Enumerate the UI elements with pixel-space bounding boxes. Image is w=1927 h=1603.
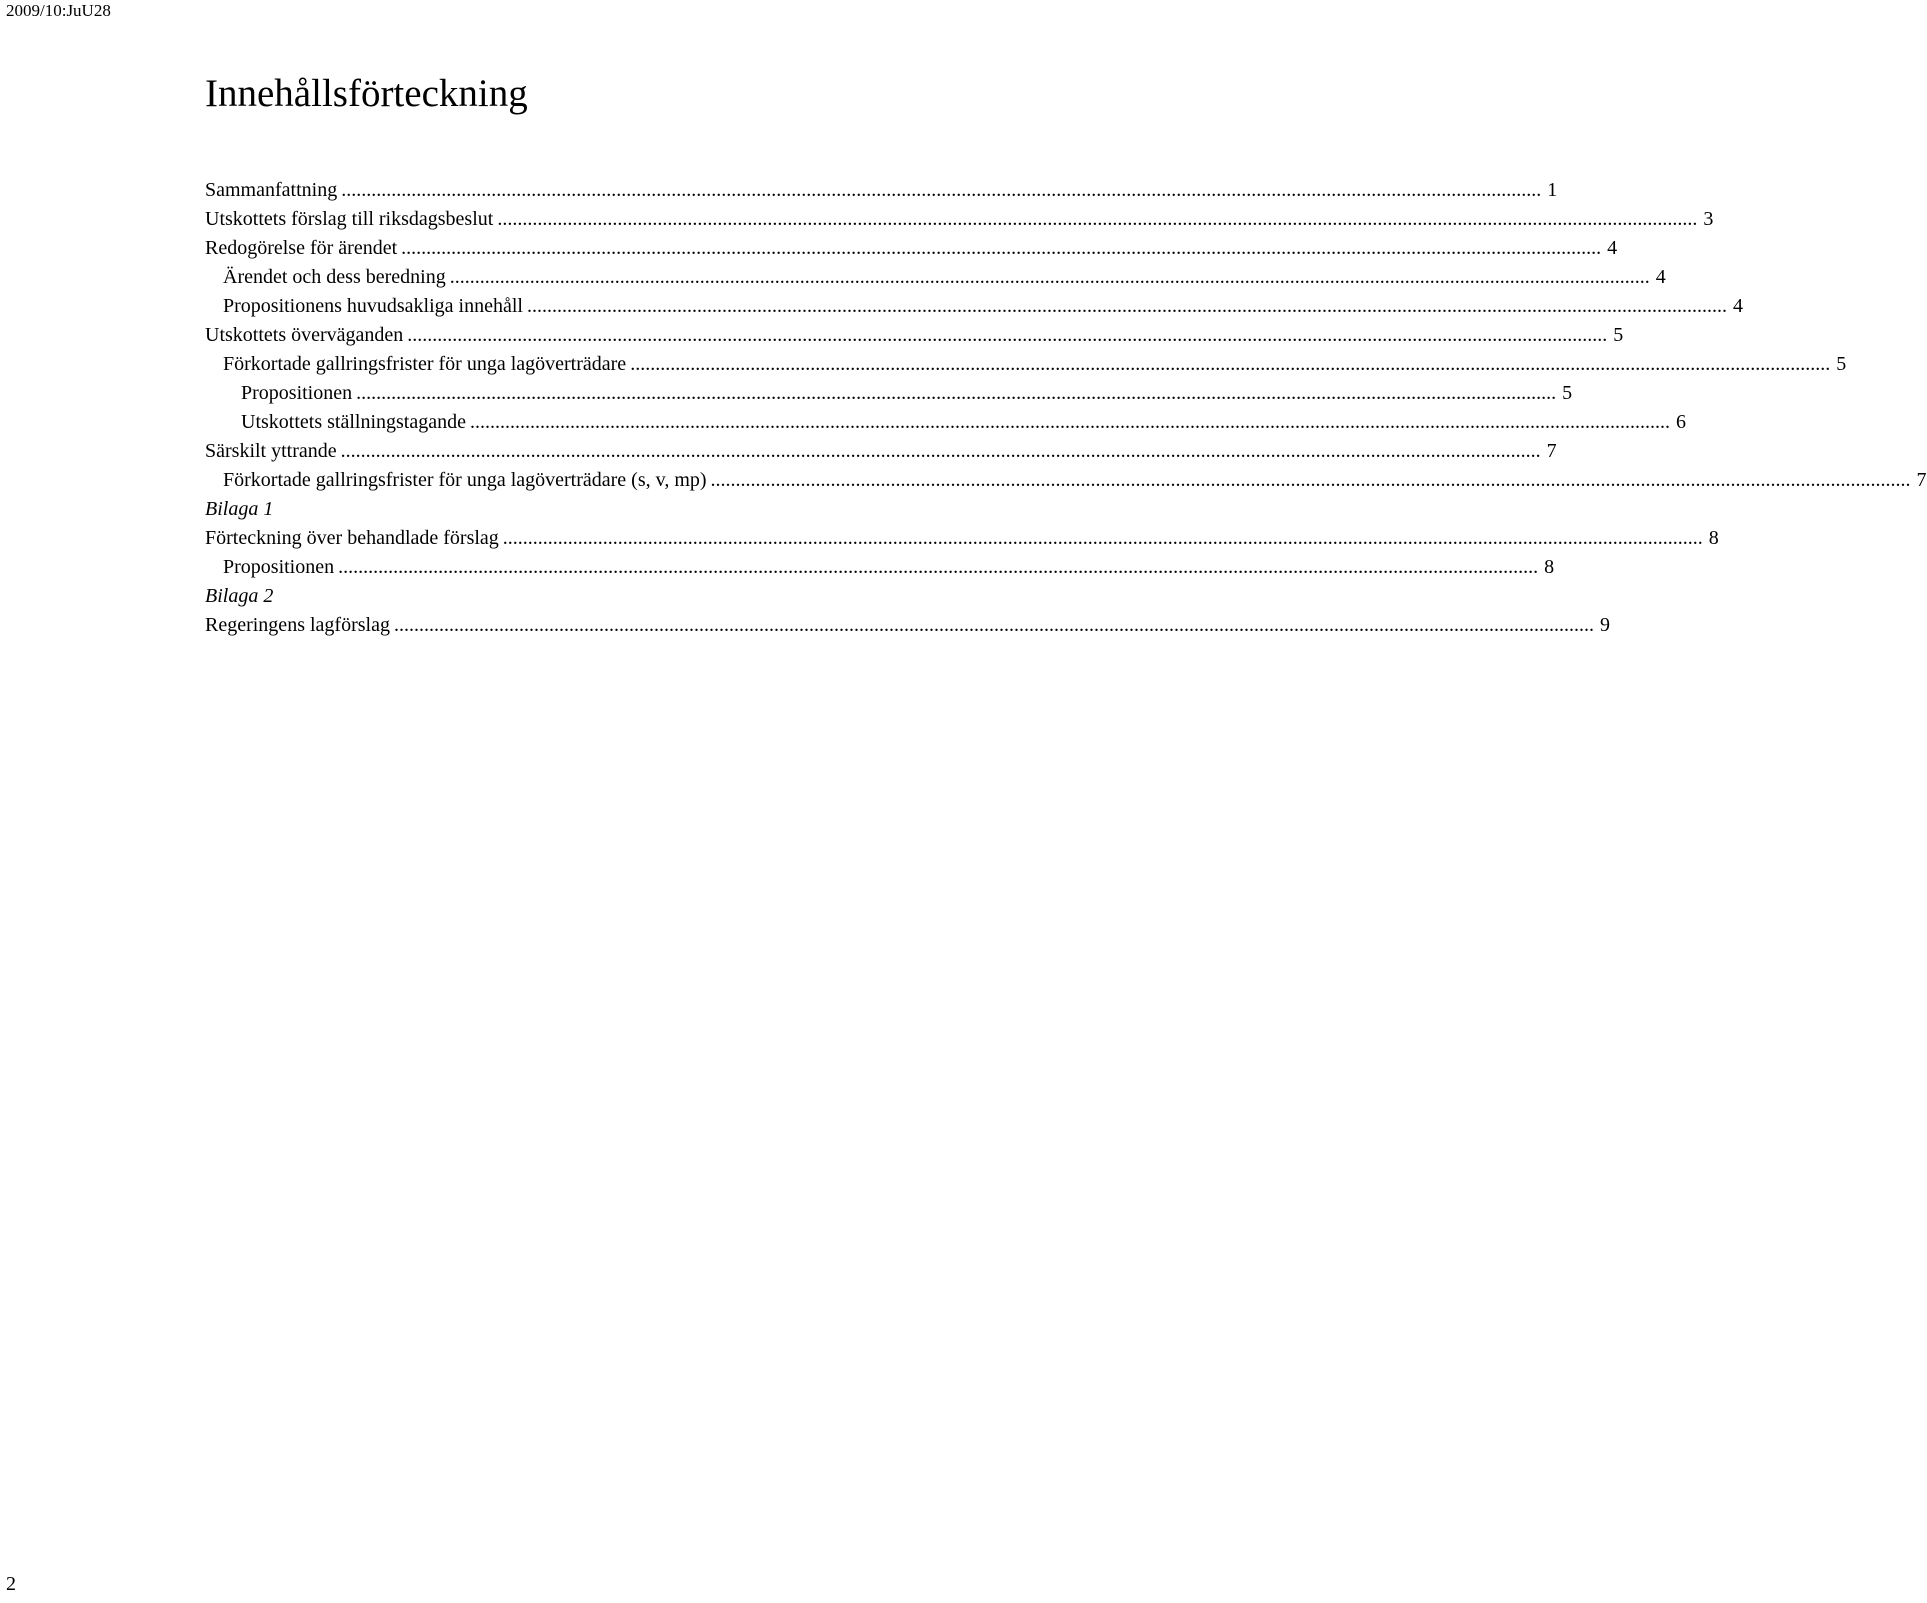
toc-entry-propositionens-innehall[interactable] bbox=[205, 292, 1743, 321]
toc-entry-text: Propositionen bbox=[241, 382, 353, 404]
toc-entry-page: 5 bbox=[1562, 382, 1573, 404]
page-title: Innehållsförteckning bbox=[205, 72, 528, 115]
dot-leader: ................................................................................................................................................................................................................................................ bbox=[630, 353, 1831, 375]
toc-entry-text: Sammanfattning bbox=[205, 179, 338, 201]
toc-entry-redogorelse[interactable] bbox=[205, 234, 1618, 263]
dot-leader: ................................................................................................................................................................................................................................................ bbox=[341, 179, 1542, 201]
toc-entry-page: 4 bbox=[1732, 295, 1743, 317]
toc-entry-utskottets-stallningstagande[interactable] bbox=[205, 408, 1686, 437]
toc-entry-sammanfattning[interactable] bbox=[205, 176, 1558, 205]
appendix-2-heading: Bilaga 2 bbox=[205, 585, 274, 607]
dot-leader: ................................................................................................................................................................................................................................................ bbox=[338, 556, 1539, 578]
toc-entry-text: Utskottets ställningstagande bbox=[241, 411, 466, 433]
toc-entry-utskottets-overvaganden[interactable] bbox=[205, 321, 1624, 350]
toc-entry-regeringens-lagforslag[interactable] bbox=[205, 611, 1610, 640]
page-number: 2 bbox=[6, 1573, 16, 1595]
toc-entry-text: Förkortade gallringsfrister för unga lagöverträdare bbox=[223, 353, 627, 375]
toc-entry-page: 5 bbox=[1613, 324, 1624, 346]
toc-entry-page: 6 bbox=[1675, 411, 1686, 433]
toc-entry-utskottets-forslag[interactable] bbox=[205, 205, 1714, 234]
toc-entry-page: 8 bbox=[1544, 556, 1555, 578]
toc-entry-text: Regeringens lagförslag bbox=[205, 614, 390, 636]
toc-entry-page: 3 bbox=[1703, 208, 1714, 230]
toc-entry-page: 4 bbox=[1655, 266, 1666, 288]
toc-entry-propositionen[interactable] bbox=[205, 379, 1573, 408]
dot-leader: ................................................................................................................................................................................................................................................ bbox=[710, 469, 1911, 491]
toc-entry-page: 9 bbox=[1599, 614, 1610, 636]
document-id: 2009/10:JuU28 bbox=[6, 1, 111, 20]
toc-entry-text: Ärendet och dess beredning bbox=[223, 266, 446, 288]
toc-entry-text: Propositionen bbox=[223, 556, 335, 578]
toc-entry-page: 4 bbox=[1607, 237, 1618, 259]
dot-leader: ................................................................................................................................................................................................................................................ bbox=[407, 324, 1608, 346]
toc-entry-text: Propositionens huvudsakliga innehåll bbox=[223, 295, 523, 317]
toc-entry-text: Förkortade gallringsfrister för unga lagöverträdare (s, v, mp) bbox=[223, 469, 707, 491]
toc-entry-text: Utskottets förslag till riksdagsbeslut bbox=[205, 208, 494, 230]
dot-leader: ................................................................................................................................................................................................................................................ bbox=[401, 237, 1602, 259]
dot-leader: ................................................................................................................................................................................................................................................ bbox=[449, 266, 1650, 288]
dot-leader: ................................................................................................................................................................................................................................................ bbox=[393, 614, 1594, 636]
table-of-contents bbox=[205, 176, 1927, 640]
toc-entry-text: Särskilt yttrande bbox=[205, 440, 337, 462]
toc-entry-text: Utskottets överväganden bbox=[205, 324, 404, 346]
toc-entry-forteckning-forslag[interactable] bbox=[205, 524, 1719, 553]
toc-entry-sarskilt-yttrande[interactable] bbox=[205, 437, 1557, 466]
toc-entry-page: 8 bbox=[1708, 527, 1719, 549]
dot-leader: ................................................................................................................................................................................................................................................ bbox=[497, 208, 1698, 230]
toc-entry-page: 7 bbox=[1546, 440, 1557, 462]
dot-leader: ................................................................................................................................................................................................................................................ bbox=[526, 295, 1727, 317]
dot-leader: ................................................................................................................................................................................................................................................ bbox=[469, 411, 1670, 433]
toc-entry-forkortade-gallringsfrister-reservation[interactable] bbox=[205, 466, 1927, 495]
dot-leader: ................................................................................................................................................................................................................................................ bbox=[356, 382, 1557, 404]
toc-entry-arendet-och-beredning[interactable] bbox=[205, 263, 1666, 292]
toc-entry-text: Förteckning över behandlade förslag bbox=[205, 527, 499, 549]
toc-entry-appendix-propositionen[interactable] bbox=[205, 553, 1555, 582]
toc-entry-page: 7 bbox=[1916, 469, 1927, 491]
dot-leader: ................................................................................................................................................................................................................................................ bbox=[502, 527, 1703, 549]
toc-entry-text: Redogörelse för ärendet bbox=[205, 237, 398, 259]
appendix-1-heading: Bilaga 1 bbox=[205, 498, 274, 520]
toc-entry-page: 5 bbox=[1836, 353, 1847, 375]
toc-entry-forkortade-gallringsfrister[interactable] bbox=[205, 350, 1847, 379]
dot-leader: ................................................................................................................................................................................................................................................ bbox=[340, 440, 1541, 462]
toc-entry-page: 1 bbox=[1547, 179, 1558, 201]
